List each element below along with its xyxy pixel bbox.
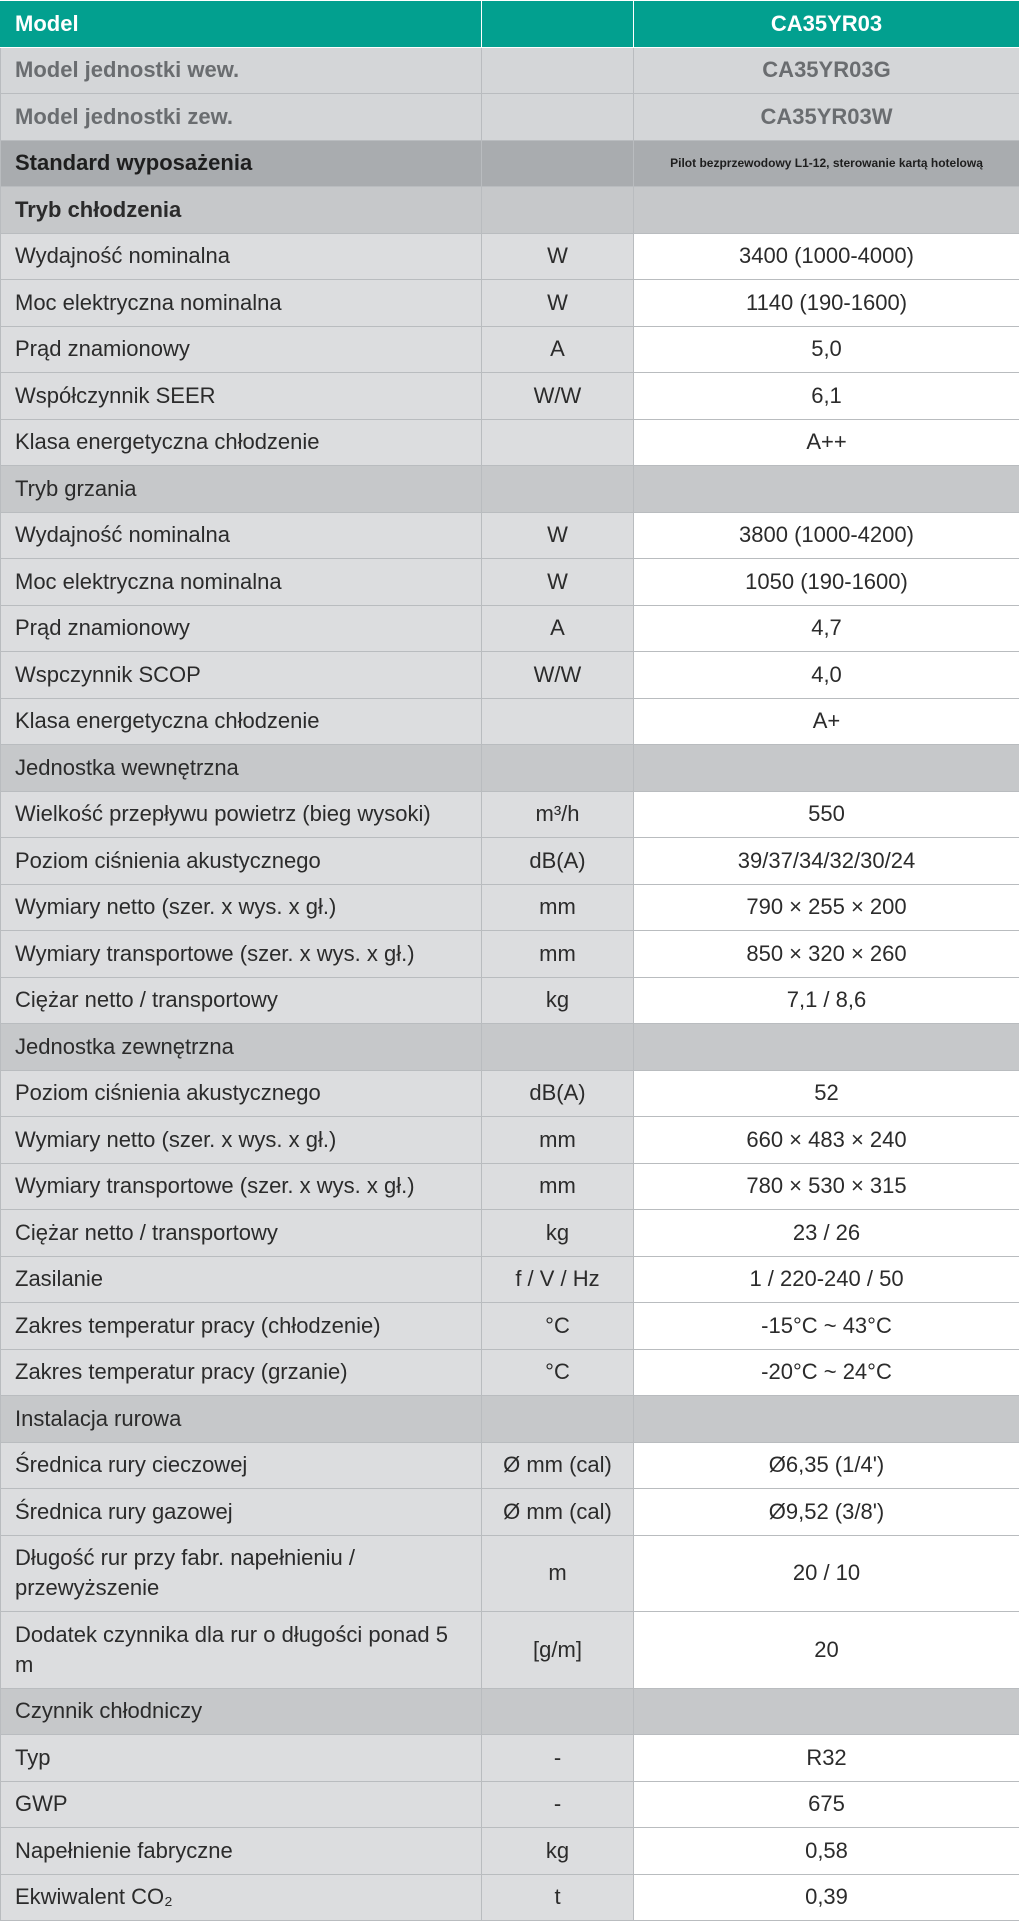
row-label: Wielkość przepływu powietrz (bieg wysoki) (1, 791, 482, 838)
row-label: Model jednostki zew. (1, 94, 482, 141)
row-value: 0,58 (634, 1828, 1019, 1875)
table-row (1, 1535, 1019, 1612)
row-label: Klasa energetyczna chłodzenie (1, 698, 482, 745)
section-row (1, 187, 1019, 234)
row-unit: m (482, 1535, 634, 1612)
row-unit: t (482, 1874, 634, 1921)
table-row (1, 884, 1019, 931)
row-value (634, 466, 1019, 513)
row-unit: kg (482, 977, 634, 1024)
header-model-value: CA35YR03 (634, 1, 1019, 48)
row-value: 1 / 220-240 / 50 (634, 1256, 1019, 1303)
row-unit: mm (482, 931, 634, 978)
row-value (634, 1396, 1019, 1443)
row-unit: mm (482, 1163, 634, 1210)
equipment-row (1, 140, 1019, 187)
table-row (1, 559, 1019, 606)
row-unit (482, 1688, 634, 1735)
row-value: 52 (634, 1070, 1019, 1117)
row-value (634, 187, 1019, 234)
row-label: GWP (1, 1781, 482, 1828)
row-unit: W (482, 233, 634, 280)
table-row (1, 1349, 1019, 1396)
row-value: Ø9,52 (3/8') (634, 1489, 1019, 1536)
row-value: 1140 (190-1600) (634, 280, 1019, 327)
row-value: 7,1 / 8,6 (634, 977, 1019, 1024)
row-label: Prąd znamionowy (1, 326, 482, 373)
row-unit (482, 47, 634, 94)
row-label: Wydajność nominalna (1, 512, 482, 559)
row-label: Ciężar netto / transportowy (1, 977, 482, 1024)
table-row (1, 1210, 1019, 1257)
row-unit (482, 94, 634, 141)
row-value (634, 1024, 1019, 1071)
row-label: Poziom ciśnienia akustycznego (1, 838, 482, 885)
row-label: Standard wyposażenia (1, 140, 482, 187)
row-value: 780 × 530 × 315 (634, 1163, 1019, 1210)
table-row (1, 605, 1019, 652)
row-value: 0,39 (634, 1874, 1019, 1921)
table-row (1, 1828, 1019, 1875)
row-unit: Ø mm (cal) (482, 1442, 634, 1489)
header-label: Model (1, 1, 482, 48)
table-row (1, 931, 1019, 978)
row-unit: A (482, 605, 634, 652)
row-value: 6,1 (634, 373, 1019, 420)
row-value (634, 745, 1019, 792)
row-value: A++ (634, 419, 1019, 466)
row-unit: W/W (482, 652, 634, 699)
row-value: 5,0 (634, 326, 1019, 373)
table-row (1, 1874, 1019, 1921)
row-unit: dB(A) (482, 1070, 634, 1117)
row-unit: W/W (482, 373, 634, 420)
row-value: 675 (634, 1781, 1019, 1828)
row-value (634, 1688, 1019, 1735)
table-row (1, 512, 1019, 559)
table-row (1, 838, 1019, 885)
table-row (1, 1117, 1019, 1164)
table-header-row (1, 1, 1019, 48)
row-value: R32 (634, 1735, 1019, 1782)
row-label: Moc elektryczna nominalna (1, 559, 482, 606)
section-row (1, 745, 1019, 792)
row-value: 850 × 320 × 260 (634, 931, 1019, 978)
row-value: 20 / 10 (634, 1535, 1019, 1612)
row-value: 660 × 483 × 240 (634, 1117, 1019, 1164)
table-row (1, 652, 1019, 699)
row-label: Tryb grzania (1, 466, 482, 513)
row-label: Czynnik chłodniczy (1, 1688, 482, 1735)
row-unit: - (482, 1735, 634, 1782)
row-unit: W (482, 512, 634, 559)
row-label: Średnica rury gazowej (1, 1489, 482, 1536)
row-label: Wydajność nominalna (1, 233, 482, 280)
row-label: Prąd znamionowy (1, 605, 482, 652)
row-unit: °C (482, 1303, 634, 1350)
row-value: 23 / 26 (634, 1210, 1019, 1257)
row-label: Poziom ciśnienia akustycznego (1, 1070, 482, 1117)
model-subrow (1, 94, 1019, 141)
row-unit: kg (482, 1210, 634, 1257)
row-label: Współczynnik SEER (1, 373, 482, 420)
section-row (1, 466, 1019, 513)
section-row (1, 1688, 1019, 1735)
spec-table-body (1, 1, 1019, 1921)
row-label: Wymiary transportowe (szer. x wys. x gł.) (1, 1163, 482, 1210)
row-unit (482, 466, 634, 513)
row-value: A+ (634, 698, 1019, 745)
row-unit: A (482, 326, 634, 373)
table-row (1, 1256, 1019, 1303)
row-value: 3400 (1000-4000) (634, 233, 1019, 280)
row-value: 550 (634, 791, 1019, 838)
row-label: Ekwiwalent CO₂ (1, 1874, 482, 1921)
row-unit: mm (482, 884, 634, 931)
table-row (1, 1303, 1019, 1350)
row-unit: kg (482, 1828, 634, 1875)
row-label: Wymiary netto (szer. x wys. x gł.) (1, 884, 482, 931)
row-unit: °C (482, 1349, 634, 1396)
table-row (1, 326, 1019, 373)
row-label: Średnica rury cieczowej (1, 1442, 482, 1489)
row-value: 4,7 (634, 605, 1019, 652)
row-label: Wymiary netto (szer. x wys. x gł.) (1, 1117, 482, 1164)
header-unit (482, 1, 634, 48)
table-row (1, 280, 1019, 327)
row-label: Jednostka wewnętrzna (1, 745, 482, 792)
row-unit: W (482, 280, 634, 327)
row-label: Wymiary transportowe (szer. x wys. x gł.) (1, 931, 482, 978)
section-row (1, 1396, 1019, 1443)
row-unit: dB(A) (482, 838, 634, 885)
row-label: Dodatek czynnika dla rur o długości ponad 5 m (1, 1612, 482, 1689)
row-label: Długość rur przy fabr. napełnieniu / przewyższenie (1, 1535, 482, 1612)
row-label: Napełnienie fabryczne (1, 1828, 482, 1875)
table-row (1, 233, 1019, 280)
row-label: Instalacja rurowa (1, 1396, 482, 1443)
row-unit: - (482, 1781, 634, 1828)
row-label: Zakres temperatur pracy (chłodzenie) (1, 1303, 482, 1350)
row-value: CA35YR03G (634, 47, 1019, 94)
table-row (1, 1163, 1019, 1210)
row-unit: f / V / Hz (482, 1256, 634, 1303)
table-row (1, 1489, 1019, 1536)
table-row (1, 1735, 1019, 1782)
row-value: 39/37/34/32/30/24 (634, 838, 1019, 885)
row-value: 1050 (190-1600) (634, 559, 1019, 606)
table-row (1, 698, 1019, 745)
row-unit (482, 1396, 634, 1443)
row-label: Typ (1, 1735, 482, 1782)
row-value: Ø6,35 (1/4') (634, 1442, 1019, 1489)
row-value: Pilot bezprzewodowy L1-12, sterowanie kartą hotelową (634, 140, 1019, 187)
row-label: Model jednostki wew. (1, 47, 482, 94)
row-value: -20°C ~ 24°C (634, 1349, 1019, 1396)
table-row (1, 1781, 1019, 1828)
table-row (1, 1442, 1019, 1489)
row-unit (482, 698, 634, 745)
row-label: Moc elektryczna nominalna (1, 280, 482, 327)
row-label: Klasa energetyczna chłodzenie (1, 419, 482, 466)
row-value: 4,0 (634, 652, 1019, 699)
row-unit (482, 419, 634, 466)
row-unit: m³/h (482, 791, 634, 838)
row-unit (482, 140, 634, 187)
row-label: Ciężar netto / transportowy (1, 1210, 482, 1257)
table-row (1, 977, 1019, 1024)
row-unit: W (482, 559, 634, 606)
table-row (1, 1070, 1019, 1117)
row-value: 790 × 255 × 200 (634, 884, 1019, 931)
table-row (1, 791, 1019, 838)
model-subrow (1, 47, 1019, 94)
row-unit (482, 187, 634, 234)
row-label: Zasilanie (1, 1256, 482, 1303)
row-unit: [g/m] (482, 1612, 634, 1689)
row-unit: Ø mm (cal) (482, 1489, 634, 1536)
row-label: Tryb chłodzenia (1, 187, 482, 234)
row-unit (482, 745, 634, 792)
row-label: Zakres temperatur pracy (grzanie) (1, 1349, 482, 1396)
row-value: CA35YR03W (634, 94, 1019, 141)
table-row (1, 1612, 1019, 1689)
row-unit: mm (482, 1117, 634, 1164)
table-row (1, 373, 1019, 420)
table-row (1, 419, 1019, 466)
row-unit (482, 1024, 634, 1071)
row-value: 20 (634, 1612, 1019, 1689)
row-value: 3800 (1000-4200) (634, 512, 1019, 559)
row-value: -15°C ~ 43°C (634, 1303, 1019, 1350)
row-label: Wspczynnik SCOP (1, 652, 482, 699)
row-label: Jednostka zewnętrzna (1, 1024, 482, 1071)
section-row (1, 1024, 1019, 1071)
